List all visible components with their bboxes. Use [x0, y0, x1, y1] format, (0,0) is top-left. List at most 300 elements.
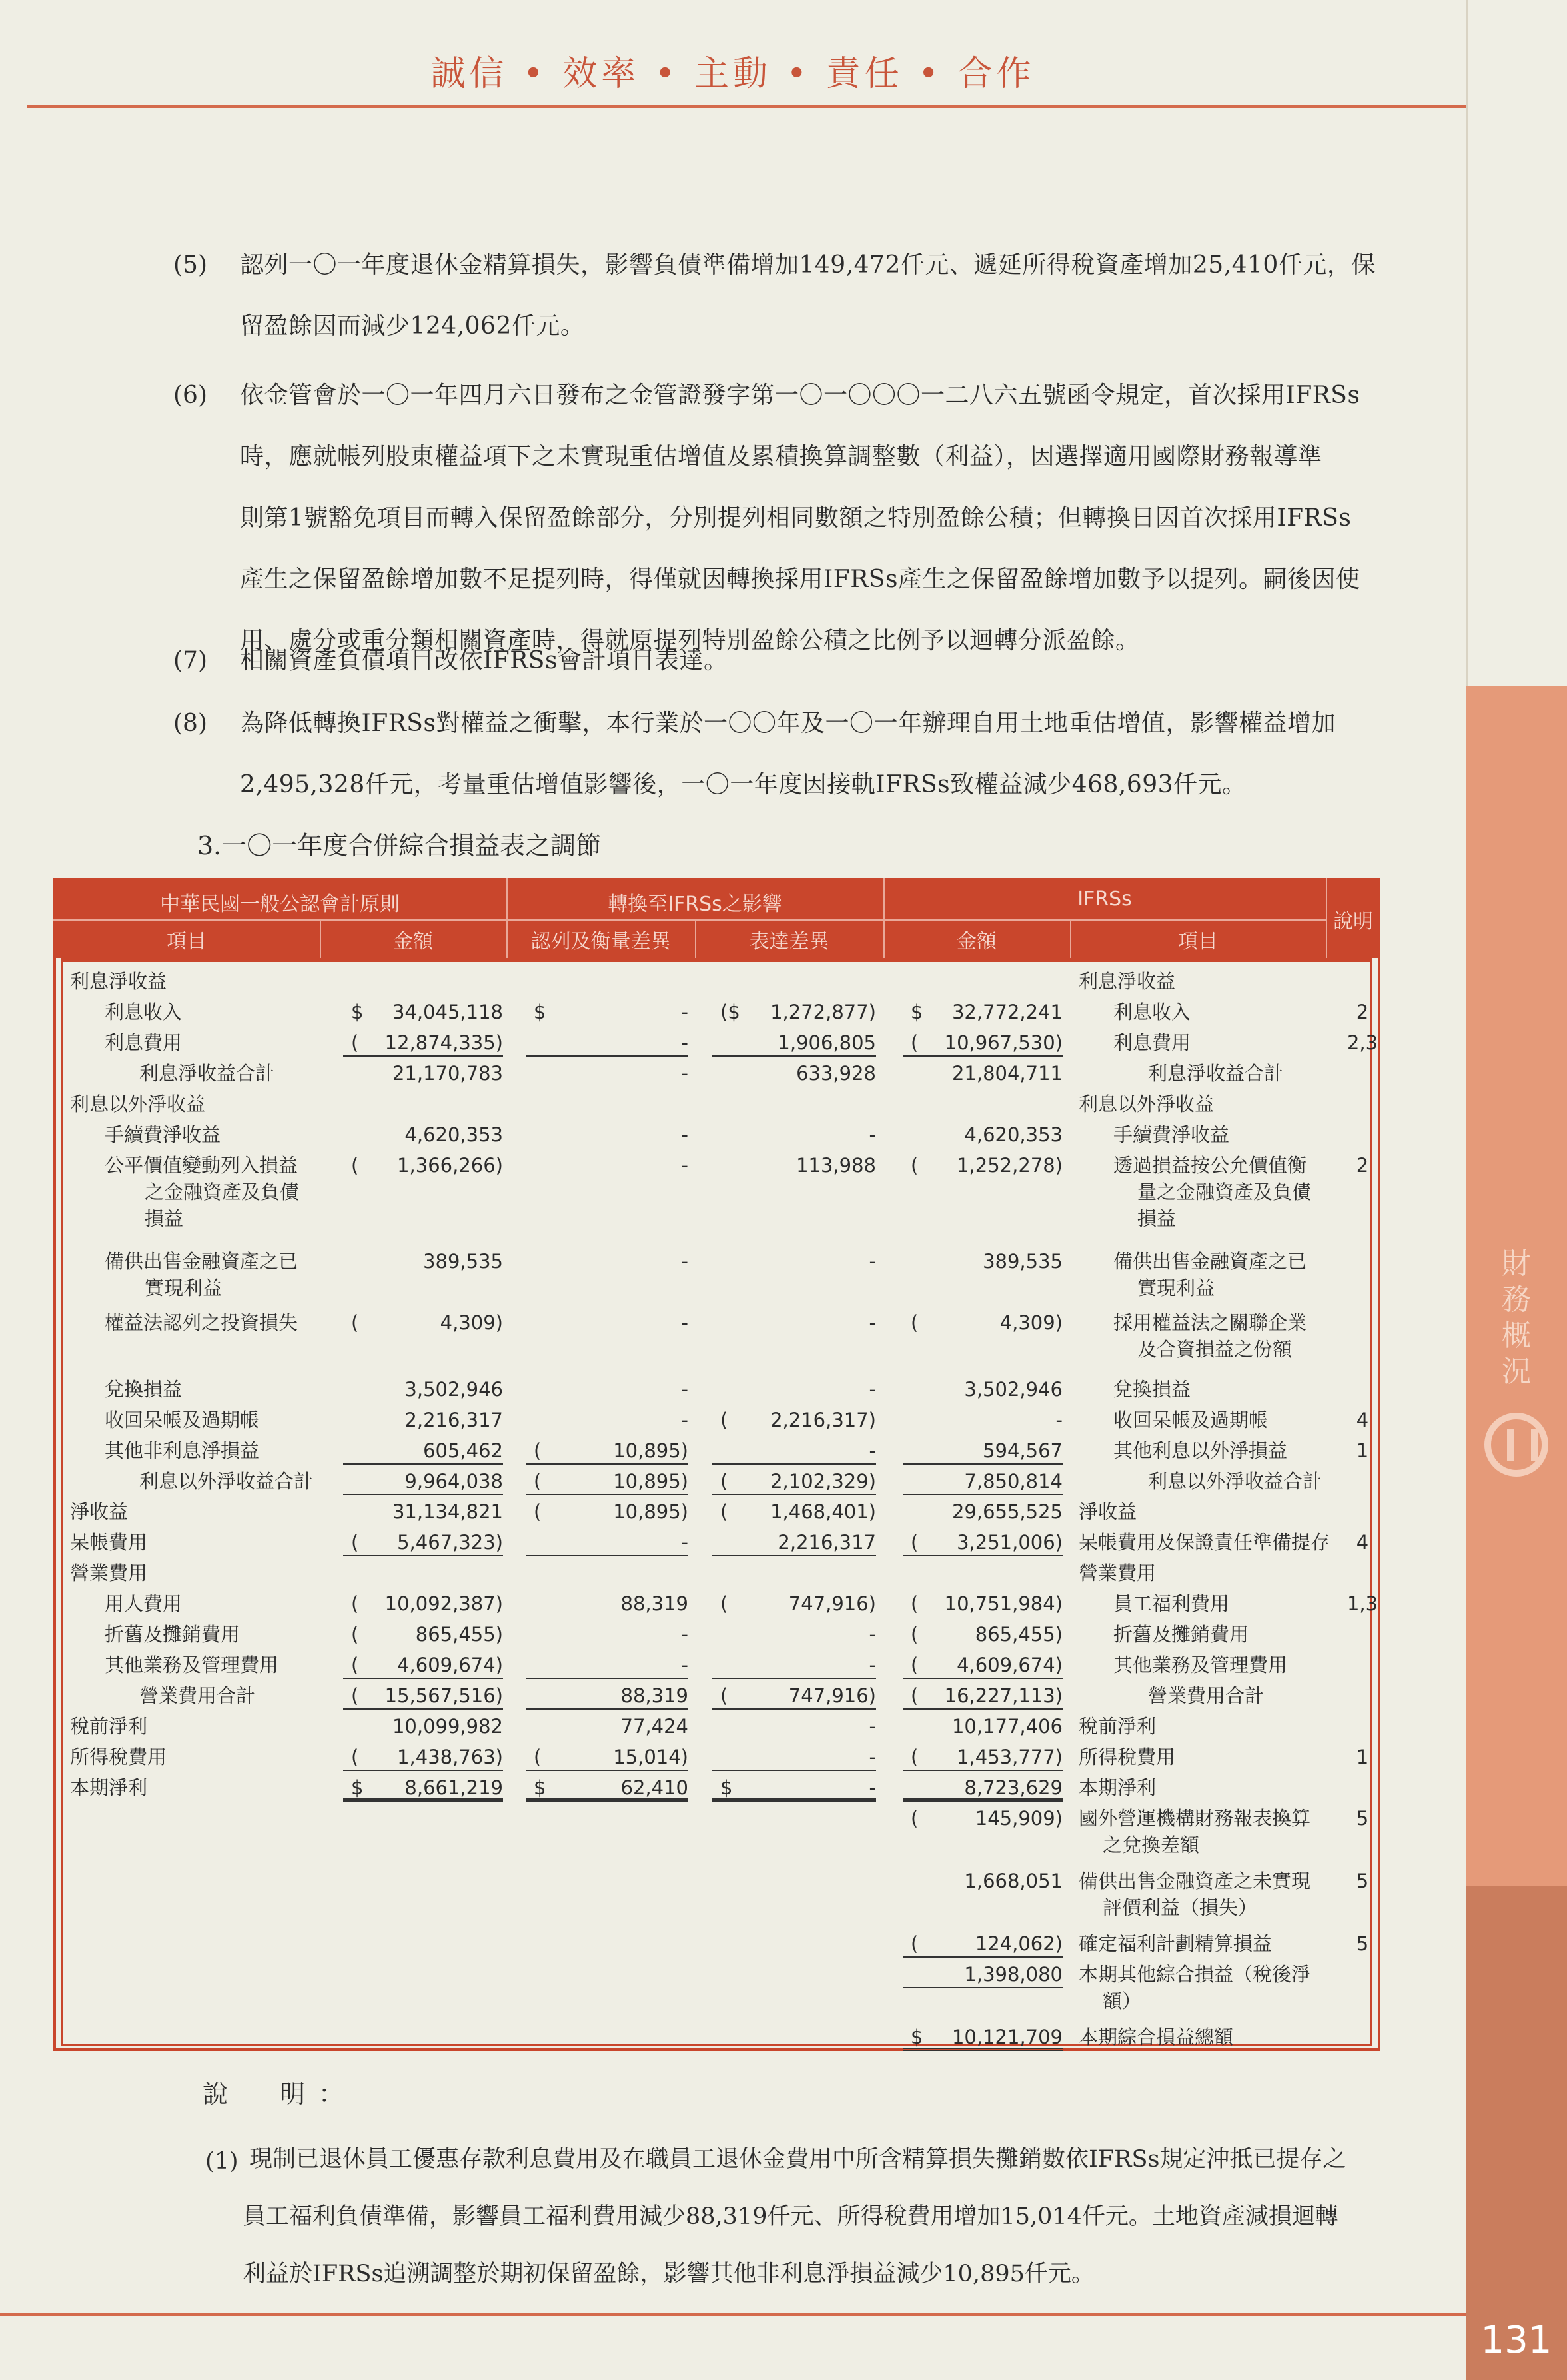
- ifrs-item-label: 確定福利計劃精算損益: [1079, 1932, 1273, 1955]
- header-amount: 金額: [393, 930, 433, 953]
- header-ifrs-item: 項目: [1178, 930, 1218, 953]
- ifrs-item-label: 稅前淨利: [1079, 1715, 1157, 1738]
- ifrs-amount-cell: [903, 1772, 1063, 1802]
- presentation-value: 2,102,329): [770, 1470, 876, 1492]
- ifrs-currency: (: [911, 1684, 919, 1707]
- row-label: 呆帳費用: [70, 1531, 148, 1554]
- recognition-amount-cell: [526, 1650, 688, 1679]
- row-label: 所得稅費用: [70, 1746, 167, 1768]
- paragraph-number: (8): [173, 710, 207, 737]
- table-row: [63, 2022, 1374, 2052]
- gaap-value: 15,567,516): [384, 1684, 503, 1707]
- recognition-value: 88,319: [620, 1684, 688, 1707]
- ifrs-amount-cell: [903, 997, 1063, 1026]
- ifrs-currency: (: [911, 1654, 919, 1676]
- presentation-value: 747,916): [788, 1592, 876, 1615]
- row-label: 權益法認列之投資損失: [105, 1311, 298, 1334]
- recognition-amount-cell: [526, 1058, 688, 1087]
- recognition-amount-cell: [526, 1405, 688, 1434]
- gaap-value: 10,092,387): [384, 1592, 503, 1615]
- ifrs-item-label: 其他業務及管理費用: [1113, 1654, 1288, 1676]
- header-divider: [695, 919, 696, 958]
- ifrs-value: 16,227,113): [944, 1684, 1063, 1707]
- presentation-amount-cell: [712, 1496, 876, 1526]
- paragraph: [173, 235, 1380, 357]
- note-ref: 4: [1356, 1531, 1369, 1554]
- recognition-amount-cell: [526, 1466, 688, 1495]
- gaap-value: 10,099,982: [392, 1715, 503, 1738]
- recognition-value: -: [681, 1378, 688, 1401]
- row-label: 手續費淨收益: [105, 1123, 221, 1146]
- header-ifrs: IFRSs: [1077, 888, 1132, 911]
- recognition-value: -: [681, 1031, 688, 1054]
- header-divider: [320, 919, 321, 958]
- header-divider: [53, 919, 1326, 921]
- ifrs-amount-cell: [903, 1307, 1063, 1337]
- presentation-currency: $: [720, 1776, 733, 1799]
- ifrs-item-label: 營業費用: [1079, 1562, 1157, 1584]
- presentation-value: -: [869, 1654, 876, 1676]
- presentation-value: 113,988: [796, 1154, 876, 1177]
- gaap-currency: (: [351, 1311, 359, 1334]
- ifrs-item-label-cont: 實現利益: [1137, 1277, 1215, 1299]
- gaap-value: 21,170,783: [392, 1062, 503, 1085]
- footer-rule: [0, 2313, 1466, 2316]
- presentation-amount-cell: [712, 1742, 876, 1771]
- ifrs-item-label-cont: 額）: [1103, 1990, 1142, 2012]
- gaap-amount-cell: [343, 1711, 503, 1740]
- gaap-currency: (: [351, 1654, 359, 1676]
- gaap-currency: $: [351, 1776, 364, 1799]
- table-row: [63, 1619, 1374, 1650]
- presentation-amount-cell: [712, 1119, 876, 1149]
- gaap-amount-cell: [343, 1307, 503, 1337]
- presentation-amount-cell: [712, 1246, 876, 1275]
- presentation-value: -: [869, 1746, 876, 1768]
- table-row: [63, 1558, 1374, 1588]
- row-label: 營業費用合計: [139, 1684, 256, 1707]
- table-row: [63, 1772, 1374, 1803]
- row-label: 利息以外淨收益: [70, 1093, 206, 1115]
- ifrs-item-label: 利息以外淨收益: [1079, 1093, 1215, 1115]
- recognition-value: -: [681, 1311, 688, 1334]
- recognition-value: -: [681, 1409, 688, 1431]
- recognition-value: 10,895): [613, 1500, 688, 1523]
- recognition-value: -: [681, 1123, 688, 1146]
- gaap-currency: (: [351, 1623, 359, 1646]
- gaap-amount-cell: [343, 1119, 503, 1149]
- presentation-value: -: [869, 1439, 876, 1462]
- note-item: [203, 2131, 1383, 2303]
- gaap-currency: (: [351, 1746, 359, 1768]
- gaap-amount-cell: [343, 1742, 503, 1771]
- ifrs-amount-cell: [903, 1527, 1063, 1556]
- ifrs-amount-cell: [903, 2022, 1063, 2051]
- table-row: [63, 1027, 1378, 1058]
- ifrs-amount-cell: [903, 1405, 1063, 1434]
- gaap-value: 34,045,118: [392, 1001, 503, 1023]
- presentation-amount-cell: [712, 1772, 876, 1802]
- page-number: 131: [1480, 2319, 1552, 2362]
- gaap-amount-cell: [343, 1496, 503, 1526]
- presentation-value: -: [869, 1623, 876, 1646]
- ifrs-item-label: 手續費淨收益: [1113, 1123, 1230, 1146]
- gaap-amount-cell: [343, 1435, 503, 1465]
- ifrs-currency: (: [911, 1531, 919, 1554]
- presentation-value: 633,928: [796, 1062, 876, 1085]
- ifrs-currency: $: [911, 1001, 923, 1023]
- row-label: 折舊及攤銷費用: [105, 1623, 241, 1646]
- table-header: [53, 878, 1380, 958]
- presentation-value: -: [869, 1776, 876, 1799]
- gaap-amount-cell: [343, 1772, 503, 1802]
- recognition-amount-cell: [526, 1307, 688, 1337]
- ifrs-amount-cell: [903, 1928, 1063, 1958]
- ifrs-value: 8,723,629: [964, 1776, 1063, 1799]
- paragraph: [173, 693, 1380, 816]
- row-label: 兌換損益: [105, 1378, 183, 1401]
- note-ref: 5: [1356, 1932, 1369, 1955]
- ifrs-currency: (: [911, 1592, 919, 1615]
- ifrs-value: 4,609,674): [957, 1654, 1063, 1676]
- table-row: [63, 1089, 1374, 1119]
- table-row: [63, 1680, 1374, 1711]
- table-row: [63, 1307, 1374, 1361]
- row-label: 利息淨收益合計: [139, 1062, 275, 1085]
- header-divider: [1070, 919, 1071, 958]
- gaap-value: 389,535: [423, 1250, 503, 1273]
- row-label-cont: 之金融資產及負債: [145, 1181, 300, 1203]
- ifrs-currency: $: [911, 2026, 923, 2048]
- gaap-amount-cell: [343, 1466, 503, 1495]
- gaap-amount-cell: [343, 1374, 503, 1403]
- ifrs-amount-cell: [903, 1680, 1063, 1710]
- ifrs-item-label: 備供出售金融資產之已: [1113, 1250, 1307, 1273]
- ifrs-currency: (: [911, 1746, 919, 1768]
- gaap-amount-cell: [343, 1619, 503, 1648]
- presentation-amount-cell: [712, 1058, 876, 1087]
- note-ref: 2: [1356, 1001, 1369, 1023]
- recognition-amount-cell: [526, 1619, 688, 1648]
- presentation-amount-cell: [712, 1680, 876, 1710]
- presentation-value: 1,272,877): [770, 1001, 876, 1023]
- row-label: 備供出售金融資產之已: [105, 1250, 298, 1273]
- table-row: [63, 1405, 1374, 1435]
- ifrs-amount-cell: [903, 1027, 1063, 1057]
- paragraph-line: 2,495,328仟元，考量重估增值影響後，一〇一年度因接軌IFRSs致權益減少468,693仟元。: [240, 771, 1247, 798]
- ifrs-value: 865,455): [975, 1623, 1063, 1646]
- ifrs-item-label: 其他利息以外淨損益: [1113, 1439, 1288, 1462]
- recognition-amount-cell: [526, 997, 688, 1026]
- recognition-amount-cell: [526, 1711, 688, 1740]
- gaap-value: 5,467,323): [397, 1531, 503, 1554]
- page-header: [0, 0, 1466, 107]
- ifrs-value: 3,251,006): [957, 1531, 1063, 1554]
- header-recognition: 認列及衡量差異: [530, 930, 671, 953]
- ifrs-item-label: 透過損益按公允價值衡: [1113, 1154, 1307, 1177]
- gaap-currency: (: [351, 1531, 359, 1554]
- table-row: [63, 1650, 1374, 1680]
- presentation-amount-cell: [712, 997, 876, 1026]
- ifrs-item-label: 員工福利費用: [1113, 1592, 1230, 1615]
- presentation-amount-cell: [712, 1307, 876, 1337]
- ifrs-item-label: 營業費用合計: [1148, 1684, 1265, 1707]
- row-label: 其他業務及管理費用: [105, 1654, 279, 1676]
- ifrs-value: 10,177,406: [951, 1715, 1063, 1738]
- recognition-value: -: [681, 1001, 688, 1023]
- presentation-currency: ($: [720, 1001, 740, 1023]
- recognition-amount-cell: [526, 1496, 688, 1526]
- recognition-value: -: [681, 1062, 688, 1085]
- presentation-amount-cell: [712, 1150, 876, 1179]
- ifrs-amount-cell: [903, 1959, 1063, 1988]
- gaap-value: 31,134,821: [392, 1500, 503, 1523]
- presentation-amount-cell: [712, 1435, 876, 1465]
- ifrs-item-label: 所得稅費用: [1079, 1746, 1176, 1768]
- table-row: [63, 1246, 1374, 1299]
- header-divider: [506, 878, 508, 958]
- note-ref: 5: [1356, 1870, 1369, 1892]
- ifrs-currency: (: [911, 1154, 919, 1177]
- ifrs-value: 10,967,530): [944, 1031, 1063, 1054]
- header-divider: [883, 878, 885, 958]
- ifrs-amount-cell: [903, 1435, 1063, 1465]
- gaap-currency: (: [351, 1031, 359, 1054]
- row-label: 利息淨收益: [70, 970, 167, 993]
- note-ref: 5: [1356, 1807, 1369, 1830]
- row-label: 本期淨利: [70, 1776, 148, 1799]
- row-label: 營業費用: [70, 1562, 148, 1584]
- gaap-amount-cell: [343, 1150, 503, 1179]
- ifrs-value: 1,252,278): [957, 1154, 1063, 1177]
- presentation-amount-cell: [712, 1405, 876, 1434]
- note-ref: 2: [1356, 1154, 1369, 1177]
- ifrs-value: 145,909): [975, 1807, 1063, 1830]
- presentation-currency: (: [720, 1500, 728, 1523]
- presentation-amount-cell: [712, 1027, 876, 1057]
- ifrs-item-label: 利息淨收益合計: [1148, 1062, 1284, 1085]
- recognition-amount-cell: [526, 1119, 688, 1149]
- presentation-value: -: [869, 1378, 876, 1401]
- recognition-currency: (: [534, 1470, 542, 1492]
- recognition-currency: (: [534, 1746, 542, 1768]
- paragraph-line: 為降低轉換IFRSs對權益之衝擊，本行業於一〇〇年及一〇一年辦理自用土地重估增值，影響權益增加: [240, 710, 1336, 737]
- side-band-top: [1466, 0, 1567, 686]
- presentation-amount-cell: [712, 1527, 876, 1556]
- note-ref: 1: [1356, 1746, 1369, 1768]
- recognition-currency: (: [534, 1500, 542, 1523]
- presentation-currency: (: [720, 1684, 728, 1707]
- header-presentation: 表達差異: [749, 930, 829, 953]
- header-ifrs-amount: 金額: [957, 930, 997, 953]
- table-row: [63, 966, 1374, 997]
- ifrs-item-label: 本期綜合損益總額: [1079, 2026, 1234, 2048]
- ifrs-value: 10,121,709: [951, 2026, 1063, 2048]
- recognition-amount-cell: [526, 1246, 688, 1275]
- paragraph-line: 認列一〇一年度退休金精算損失，影響負債準備增加149,472仟元、遞延所得稅資產增加25,410仟元，保: [240, 251, 1376, 279]
- presentation-amount-cell: [712, 1650, 876, 1679]
- gaap-amount-cell: [343, 1650, 503, 1679]
- ifrs-item-label: 呆帳費用及保證責任準備提存: [1079, 1531, 1330, 1554]
- recognition-value: -: [681, 1654, 688, 1676]
- ifrs-amount-cell: [903, 1588, 1063, 1618]
- ifrs-item-label: 淨收益: [1079, 1500, 1137, 1523]
- gaap-currency: (: [351, 1154, 359, 1177]
- table-body: [61, 958, 1378, 2048]
- ifrs-value: -: [1055, 1409, 1063, 1431]
- header-note: 說明: [1333, 910, 1373, 933]
- ifrs-amount-cell: [903, 1246, 1063, 1275]
- recognition-value: 62,410: [620, 1776, 688, 1799]
- paragraph-line: 產生之保留盈餘增加數不足提列時，得僅就因轉換採用IFRSs產生之保留盈餘增加數予以提列。嗣後因使: [240, 566, 1360, 593]
- note-line: 利益於IFRSs追溯調整於期初保留盈餘，影響其他非利息淨損益減少10,895仟元。: [243, 2261, 1095, 2287]
- presentation-value: 2,216,317: [778, 1531, 876, 1554]
- gaap-value: 8,661,219: [404, 1776, 503, 1799]
- ifrs-value: 1,453,777): [957, 1746, 1063, 1768]
- gaap-amount-cell: [343, 1246, 503, 1275]
- recognition-amount-cell: [526, 1527, 688, 1556]
- ifrs-value: 7,850,814: [964, 1470, 1063, 1492]
- gaap-value: 2,216,317: [404, 1409, 503, 1431]
- presentation-value: -: [869, 1311, 876, 1334]
- ifrs-amount-cell: [903, 1150, 1063, 1179]
- presentation-value: 747,916): [788, 1684, 876, 1707]
- presentation-value: 1,468,401): [770, 1500, 876, 1523]
- reconciliation-table: [53, 878, 1380, 2051]
- ifrs-item-label: 備供出售金融資產之未實現: [1079, 1870, 1311, 1892]
- recognition-value: 15,014): [613, 1746, 688, 1768]
- header-rule: [27, 105, 1466, 108]
- gaap-amount-cell: [343, 1588, 503, 1618]
- paragraph-line: 留盈餘因而減少124,062仟元。: [240, 312, 585, 340]
- paragraph-line: 依金管會於一〇一年四月六日發布之金管證發字第一〇一〇〇〇一二八六五號函令規定，首次採用IFRSs: [240, 382, 1360, 409]
- ifrs-item-label: 利息以外淨收益合計: [1148, 1470, 1322, 1492]
- row-label: 公平價值變動列入損益: [105, 1154, 298, 1177]
- note-ref: 4: [1356, 1409, 1369, 1431]
- gaap-currency: (: [351, 1592, 359, 1615]
- row-label: 用人費用: [105, 1592, 183, 1615]
- paragraph-line: 時，應就帳列股東權益項下之未實現重估增值及累積換算調整數（利益），因選擇適用國際財務報導準: [240, 443, 1322, 470]
- note-ref: 1: [1356, 1439, 1369, 1462]
- recognition-amount-cell: [526, 1150, 688, 1179]
- recognition-value: 88,319: [620, 1592, 688, 1615]
- ifrs-item-label-cont: 評價利益（損失）: [1103, 1896, 1258, 1919]
- gaap-currency: $: [351, 1001, 364, 1023]
- note-ref: 2,3: [1346, 1031, 1378, 1054]
- ifrs-value: 10,751,984): [944, 1592, 1063, 1615]
- recognition-amount-cell: [526, 1435, 688, 1465]
- ifrs-item-label: 國外營運機構財務報表換算: [1079, 1807, 1311, 1830]
- header-item: 項目: [167, 930, 207, 953]
- header-transition: 轉換至IFRSs之影響: [608, 893, 782, 916]
- ifrs-item-label-cont: 損益: [1137, 1207, 1177, 1230]
- gaap-value: 1,366,266): [397, 1154, 503, 1177]
- paragraph-line: 則第1號豁免項目而轉入保留盈餘部分，分別提列相同數額之特別盈餘公積；但轉換日因首次採用IFRSs: [240, 504, 1352, 532]
- note-line: 現制已退休員工優惠存款利息費用及在職員工退休金費用中所含精算損失攤銷數依IFRSs規定沖抵已提存之: [249, 2146, 1346, 2173]
- ifrs-amount-cell: [903, 1803, 1063, 1832]
- ifrs-value: 21,804,711: [951, 1062, 1063, 1085]
- ifrs-amount-cell: [903, 1466, 1063, 1495]
- header-motto: 誠信 • 效率 • 主動 • 責任 • 合作: [430, 54, 1035, 94]
- gaap-amount-cell: [343, 997, 503, 1026]
- ifrs-amount-cell: [903, 1119, 1063, 1149]
- ifrs-currency: (: [911, 1623, 919, 1646]
- ifrs-value: 1,398,080: [964, 1963, 1063, 1986]
- ifrs-item-label: 兌換損益: [1113, 1378, 1191, 1401]
- presentation-value: 2,216,317): [770, 1409, 876, 1431]
- table-row: [63, 1466, 1374, 1496]
- ifrs-currency: (: [911, 1311, 919, 1334]
- row-label: 利息費用: [105, 1031, 183, 1054]
- gaap-value: 3,502,946: [404, 1378, 503, 1401]
- note-number: (1): [205, 2148, 239, 2175]
- ifrs-item-label: 本期淨利: [1079, 1776, 1157, 1799]
- gaap-value: 605,462: [423, 1439, 503, 1462]
- ifrs-value: 4,309): [999, 1311, 1063, 1334]
- ifrs-amount-cell: [903, 1866, 1063, 1895]
- gaap-amount-cell: [343, 1405, 503, 1434]
- table-row: [63, 997, 1374, 1027]
- row-label: 其他非利息淨損益: [105, 1439, 260, 1462]
- side-band-bottom: [1466, 1886, 1567, 2380]
- presentation-amount-cell: [712, 1374, 876, 1403]
- gaap-value: 1,438,763): [397, 1746, 503, 1768]
- note-line: 員工福利負債準備，影響員工福利費用減少88,319仟元、所得稅費用增加15,014仟元。土地資產減損迴轉: [243, 2203, 1338, 2230]
- ifrs-amount-cell: [903, 1058, 1063, 1087]
- presentation-value: 1,906,805: [778, 1031, 876, 1054]
- row-label: 利息以外淨收益合計: [139, 1470, 314, 1492]
- presentation-value: -: [869, 1250, 876, 1273]
- paragraph: [173, 630, 1380, 692]
- presentation-currency: (: [720, 1592, 728, 1615]
- paragraph-number: (6): [173, 382, 207, 409]
- gaap-amount-cell: [343, 1680, 503, 1710]
- presentation-amount-cell: [712, 1711, 876, 1740]
- gaap-value: 4,309): [440, 1311, 503, 1334]
- gaap-value: 4,620,353: [404, 1123, 503, 1146]
- recognition-value: -: [681, 1154, 688, 1177]
- gaap-value: 4,609,674): [397, 1654, 503, 1676]
- ifrs-item-label: 利息收入: [1113, 1001, 1191, 1023]
- ifrs-item-label: 本期其他綜合損益（稅後淨: [1079, 1963, 1311, 1986]
- row-label: 淨收益: [70, 1500, 129, 1523]
- table-row: [63, 1928, 1374, 1959]
- table-row: [63, 1959, 1374, 2012]
- ifrs-item-label: 折舊及攤銷費用: [1113, 1623, 1249, 1646]
- gaap-value: 12,874,335): [384, 1031, 503, 1054]
- ifrs-amount-cell: [903, 1650, 1063, 1679]
- ifrs-amount-cell: [903, 1619, 1063, 1648]
- presentation-amount-cell: [712, 1588, 876, 1618]
- paragraph: [173, 365, 1380, 672]
- recognition-amount-cell: [526, 1772, 688, 1802]
- ifrs-item-label-cont: 量之金融資產及負債: [1137, 1181, 1312, 1203]
- notes-heading: 說 明：: [203, 2080, 358, 2109]
- gaap-value: 9,964,038: [404, 1470, 503, 1492]
- recognition-value: -: [681, 1250, 688, 1273]
- recognition-currency: $: [534, 1776, 546, 1799]
- row-label-cont: 實現利益: [145, 1277, 223, 1299]
- table-row: [63, 1742, 1374, 1772]
- header-gaap: 中華民國一般公認會計原則: [160, 893, 400, 916]
- ifrs-currency: (: [911, 1932, 919, 1955]
- ifrs-amount-cell: [903, 1742, 1063, 1771]
- presentation-currency: (: [720, 1470, 728, 1492]
- gaap-amount-cell: [343, 1527, 503, 1556]
- ifrs-amount-cell: [903, 1496, 1063, 1526]
- ifrs-currency: (: [911, 1031, 919, 1054]
- table-row: [63, 1496, 1374, 1527]
